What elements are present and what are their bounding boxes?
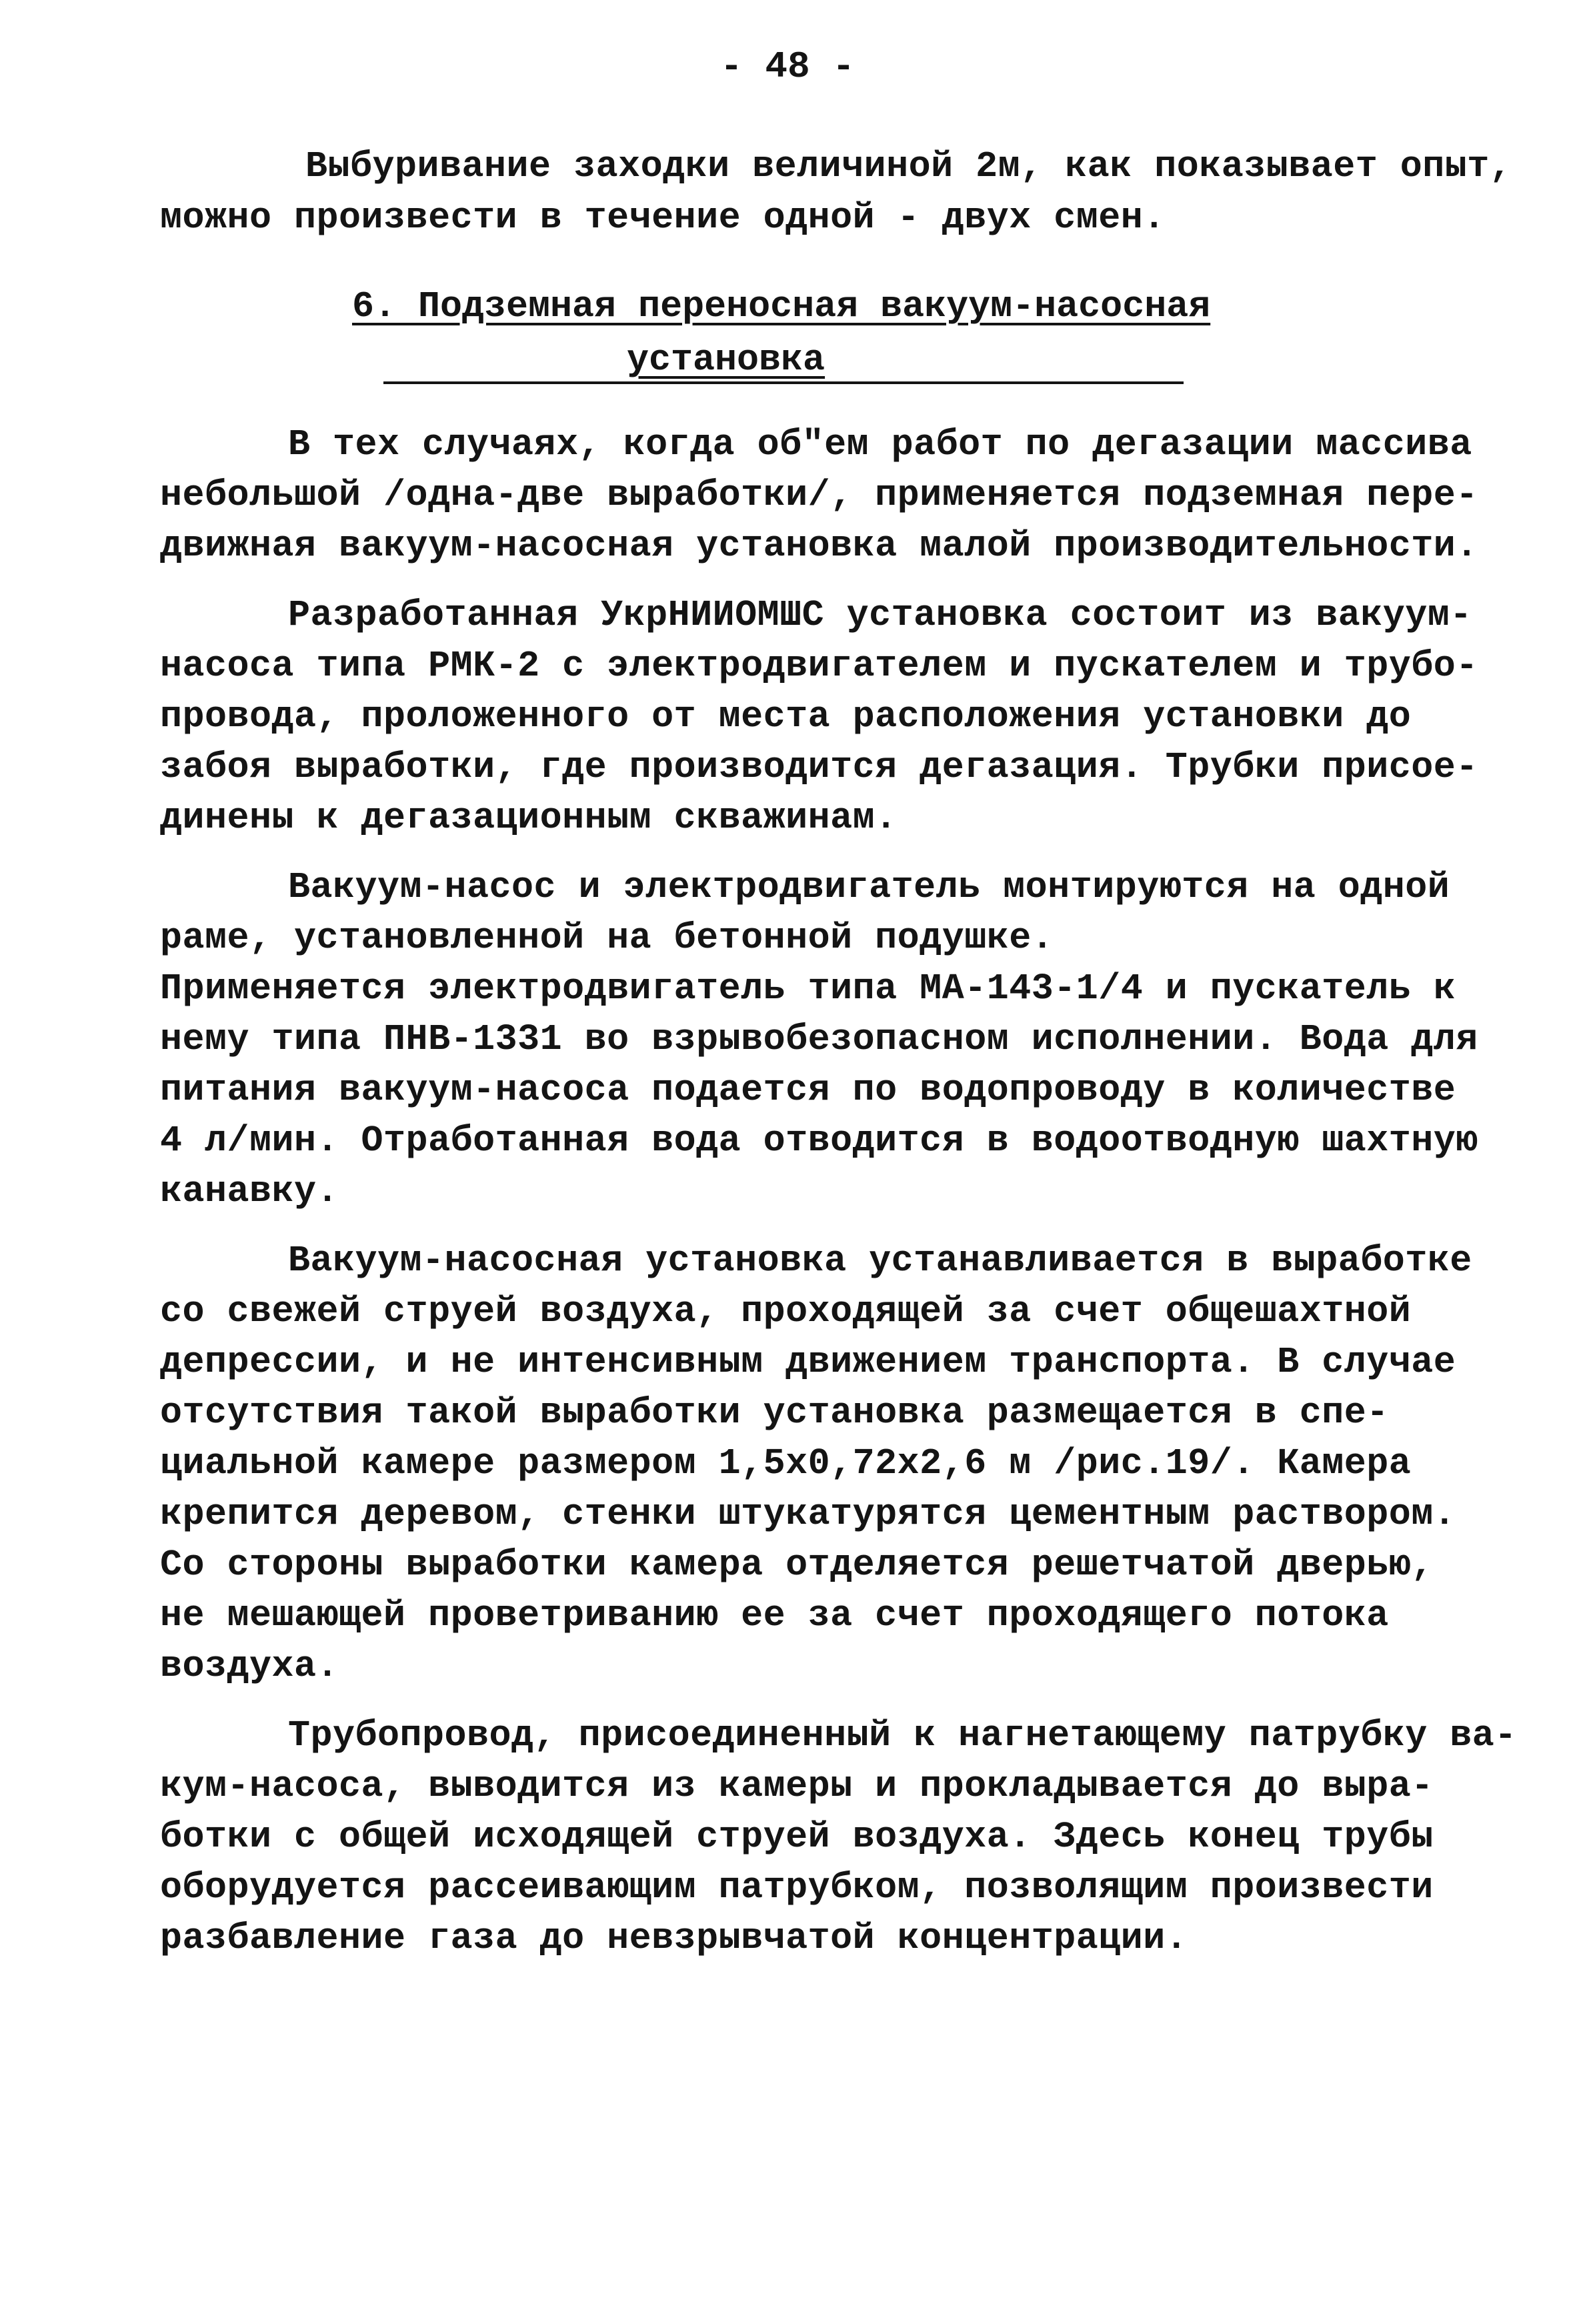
text-line: Применяется электродвигатель типа МА-143-1/4 и пускатель к	[160, 968, 1456, 1010]
text-line: небольшой /одна-две выработки/, применяется подземная пере-	[160, 474, 1478, 516]
text-line: питания вакуум-насоса подается по водопроводу в количестве	[160, 1069, 1456, 1111]
text-line: канавку.	[160, 1170, 339, 1212]
text-line: Разработанная УкрНИИОМШС установка состоит из вакуум-	[288, 594, 1472, 636]
text-line: насоса типа РМК-2 с электродвигателем и пускателем и трубо-	[160, 645, 1478, 687]
text-line: ботки с общей исходящей струей воздуха. Здесь конец трубы	[160, 1816, 1434, 1858]
section-title: 6. Подземная переносная вакуум-насосная	[352, 285, 1211, 327]
text-line: крепится деревом, стенки штукатурятся цементным раствором.	[160, 1493, 1456, 1535]
text-line: Вакуум-насосная установка устанавливается в выработке	[288, 1240, 1472, 1282]
page-number: - 48 -	[720, 45, 855, 88]
text-line: Трубопровод, присоединенный к нагнетающему патрубку ва-	[288, 1714, 1517, 1757]
text-line: Со стороны выработки камера отделяется решетчатой дверью,	[160, 1544, 1434, 1586]
text-line: движная вакуум-насосная установка малой производительности.	[160, 525, 1478, 567]
text-line: депрессии, и не интенсивным движением транспорта. В случае	[160, 1341, 1456, 1383]
text-line: забоя выработки, где производится дегазация. Трубки присое-	[160, 746, 1478, 788]
text-line: разбавление газа до невзрывчатой концентрации.	[160, 1917, 1188, 1959]
text-line: можно произвести в течение одной - двух смен.	[160, 197, 1166, 239]
text-line: оборудуется рассеивающим патрубком, позволящим произвести	[160, 1867, 1434, 1909]
text-line: воздуха.	[160, 1645, 339, 1687]
text-line: В тех случаях, когда об"ем работ по дегазации массива	[288, 423, 1472, 465]
text-line: провода, проложенного от места расположения установки до	[160, 696, 1412, 738]
text-line: Выбуривание заходки величиной 2м, как показывает опыт,	[305, 145, 1512, 187]
text-line: раме, установленной на бетонной подушке.	[160, 917, 1054, 959]
text-line: динены к дегазационным скважинам.	[160, 797, 898, 839]
text-line: отсутствия такой выработки установка размещается в спе-	[160, 1392, 1389, 1434]
text-line: не мешающей проветриванию ее за счет проходящего потока	[160, 1594, 1389, 1636]
text-line: со свежей струей воздуха, проходящей за счет общешахтной	[160, 1290, 1412, 1332]
text-line: Вакуум-насос и электродвигатель монтируются на одной	[288, 866, 1450, 908]
heading-underline	[383, 381, 1184, 384]
section-title-line2: установка	[627, 339, 826, 381]
text-line: кум-насоса, выводится из камеры и прокладывается до выра-	[160, 1765, 1434, 1807]
text-line: нему типа ПНВ-1331 во взрывобезопасном исполнении. Вода для	[160, 1018, 1478, 1060]
text-line: циальной камере размером 1,5х0,72х2,6 м /рис.19/. Камера	[160, 1442, 1412, 1484]
text-line: 4 л/мин. Отработанная вода отводится в водоотводную шахтную	[160, 1120, 1478, 1162]
